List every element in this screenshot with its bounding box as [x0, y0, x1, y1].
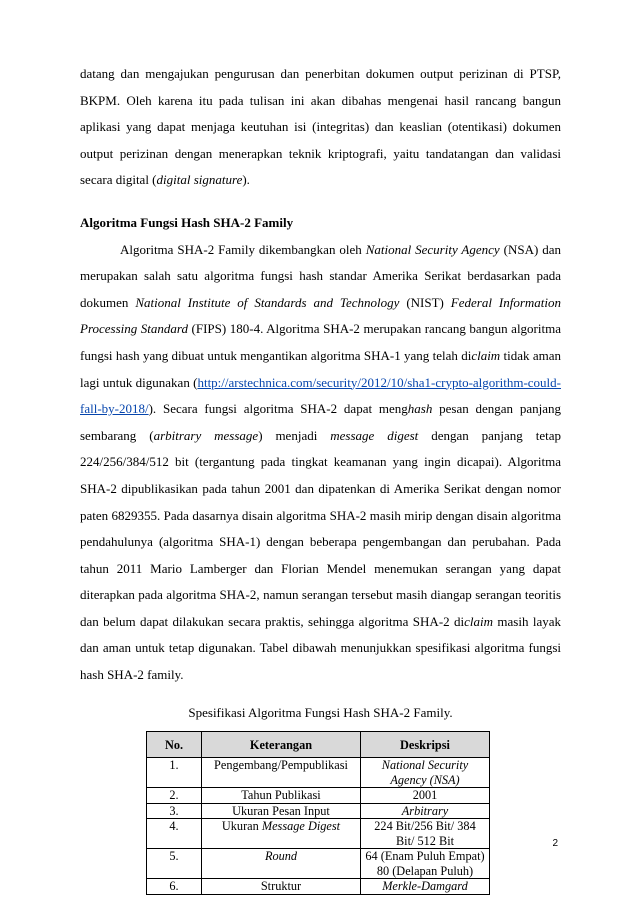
table-row — [147, 879, 490, 895]
document-page — [80, 61, 561, 895]
reference-link[interactable]: http://arstechnica.com/security/2012/10/sha1-crypto-algorithm-could-fall-by-2018/ — [80, 374, 561, 417]
cell-deskripsi: National Security Agency (NSA) — [361, 758, 490, 788]
cell-keterangan: Tahun Publikasi — [202, 788, 361, 804]
section-heading: Algoritma Fungsi Hash SHA-2 Family — [80, 214, 294, 230]
table-header-row — [147, 731, 490, 758]
cell-no: 5. — [147, 849, 202, 879]
table-row — [147, 803, 490, 819]
cell-no: 4. — [147, 819, 202, 849]
cell-no: 1. — [147, 758, 202, 788]
header-no: No. — [147, 731, 202, 758]
table-row — [147, 819, 490, 849]
cell-no: 2. — [147, 788, 202, 804]
cell-no: 6. — [147, 879, 202, 895]
cell-keterangan: Round — [202, 849, 361, 879]
cell-no: 3. — [147, 803, 202, 819]
table-row — [147, 758, 490, 788]
cell-deskripsi: 64 (Enam Puluh Empat) 80 (Delapan Puluh) — [361, 849, 490, 879]
cell-keterangan: Ukuran Message Digest — [202, 819, 361, 849]
cell-deskripsi: Arbitrary — [361, 803, 490, 819]
intro-paragraph: datang dan mengajukan pengurusan dan penerbitan dokumen output perizinan di PTSP, BKPM. Oleh karena itu pada tulisan ini akan dibahas mengenai hasil rancang bangun aplikasi yang dapat menjaga keutuhan isi (integritas) dan keaslian (otentikasi) dokumen output perizinan dengan menerapkan teknik kriptografi, yaitu tandatangan dan validasi secara digital (digital signature). — [80, 66, 561, 188]
table-caption: Spesifikasi Algoritma Fungsi Hash SHA-2 Family. — [188, 704, 453, 720]
page-number: 2 — [552, 838, 558, 849]
cell-deskripsi: Merkle-Damgard — [361, 879, 490, 895]
body-paragraph: Algoritma SHA-2 Family dikembangkan oleh National Security Agency (NSA) dan merupakan salah satu algoritma fungsi hash standar Amerika Serikat berdasarkan pada dokumen National Institute of Standards and Technology (NIST) Federal Information Processing Standard (FIPS) 180-4. Algoritma SHA-2 merupakan rancang bangun algoritma fungsi hash yang dibuat untuk mengantikan algoritma SHA-1 yang telah diclaim tidak aman lagi untuk digunakan (http://arstechnica.com/security/2012/10/sha1-crypto-algorithm-could-fall-by-2018/). Secara fungsi algoritma SHA-2 dapat menghash pesan dengan panjang sembarang (arbitrary message) menjadi message digest dengan panjang tetap 224/256/384/512 bit (tergantung pada tingkat keamanan yang ingin dicapai). Algoritma SHA-2 dipublikasikan pada tahun 2001 dan dipatenkan di Amerika Serikat dengan nomor paten 6829355. Pada dasarnya disain algoritma SHA-2 masih mirip dengan disain algoritma pendahulunya (algoritma SHA-1) dengan beberapa pengembangan dan perubahan. Pada tahun 2011 Mario Lamberger dan Florian Mendel menemukan serangan yang dapat diterapkan pada algoritma SHA-2, namun serangan tersebut masih diangap serangan teoritis dan belum dapat dilakukan secara praktis, sehingga algoritma SHA-2 diclaim masih layak dan aman untuk tetap digunakan. Tabel dibawah menunjukkan spesifikasi algoritma fungsi hash SHA-2 family. — [80, 241, 561, 683]
cell-deskripsi: 224 Bit/256 Bit/ 384 Bit/ 512 Bit — [361, 819, 490, 849]
cell-deskripsi: 2001 — [361, 788, 490, 804]
header-keterangan: Keterangan — [202, 731, 361, 758]
table-row — [147, 849, 490, 879]
cell-keterangan: Struktur — [202, 879, 361, 895]
cell-keterangan: Ukuran Pesan Input — [202, 803, 361, 819]
table-row — [147, 788, 490, 804]
header-deskripsi: Deskripsi — [361, 731, 490, 758]
spec-table — [146, 731, 490, 895]
cell-keterangan: Pengembang/Pempublikasi — [202, 758, 361, 788]
